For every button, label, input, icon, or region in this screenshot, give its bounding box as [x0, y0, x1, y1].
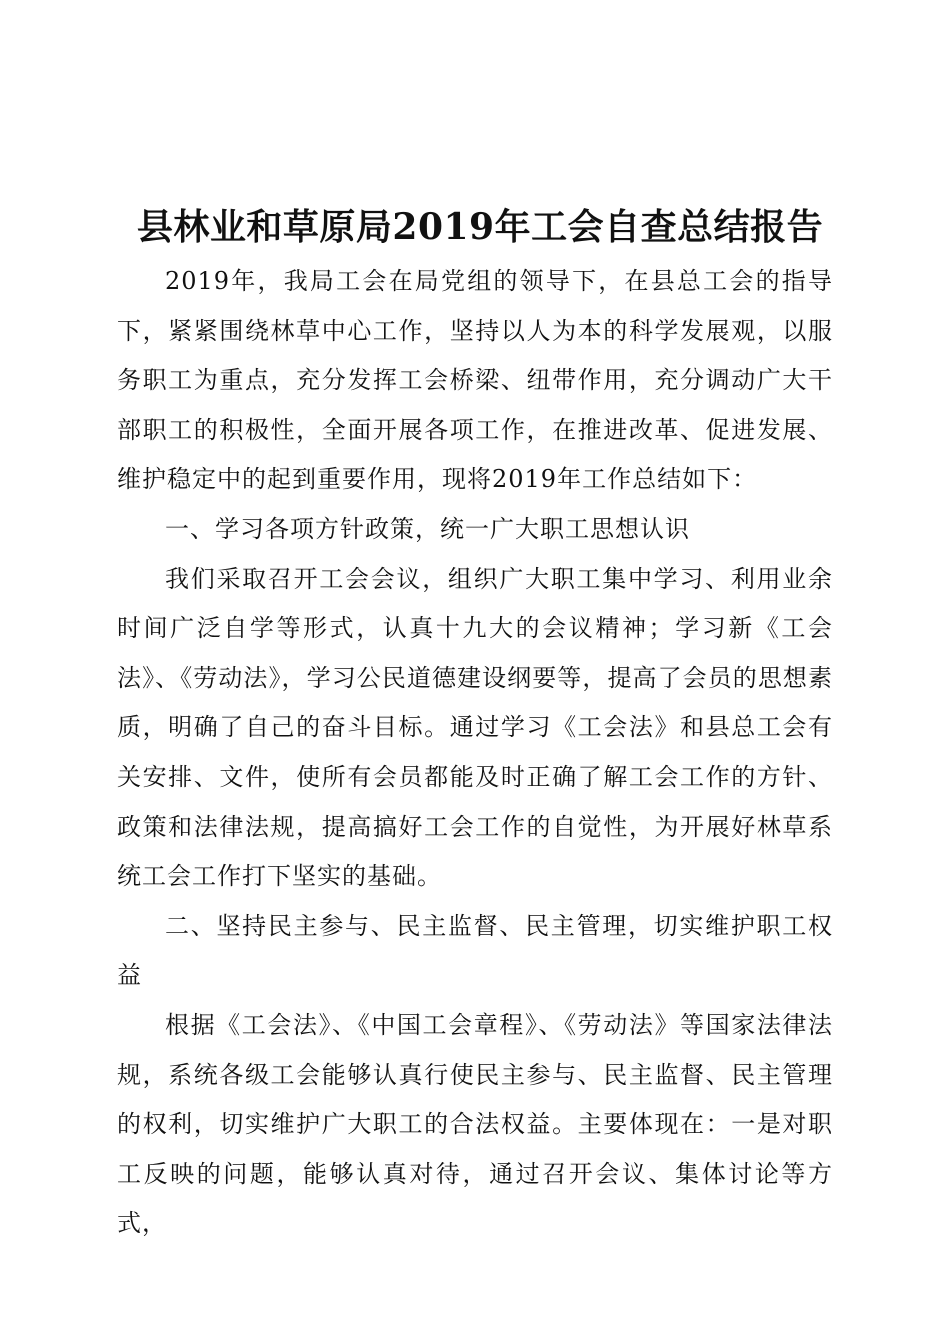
section-heading-2: 二、坚持民主参与、民主监督、民主管理，切实维护职工权益: [117, 911, 833, 990]
section-2-paragraph: 根据《工会法》、《中国工会章程》、《劳动法》等国家法律法规，系统各级工会能够认真行使民主参与、民主监督、民主管理的权利，切实维护广大职工的合法权益。主要体现在：一是对职工反映的问题，能够认真对待，通过召开会议、集体讨论等方式，: [117, 1010, 833, 1238]
document-title: 县林业和草原局2019年工会自查总结报告: [136, 206, 824, 248]
intro-paragraph: 2019年，我局工会在局党组的领导下，在县总工会的指导下，紧紧围绕林草中心工作，坚持以人为本的科学发展观，以服务职工为重点，充分发挥工会桥梁、纽带作用，充分调动广大干部职工的积极性，全面开展各项工作，在推进改革、促进发展、维护稳定中的起到重要作用，现将2019年工作总结如下：: [117, 267, 833, 494]
section-heading-1: 一、学习各项方针政策，统一广大职工思想认识: [165, 514, 690, 543]
section-1-paragraph: 我们采取召开工会会议，组织广大职工集中学习、利用业余时间广泛自学等形式，认真十九大的会议精神；学习新《工会法》、《劳动法》，学习公民道德建设纲要等，提高了会员的思想素质，明确了自己的奋斗目标。通过学习《工会法》和县总工会有关安排、文件，使所有会员都能及时正确了解工会工作的方针、政策和法律法规，提高搞好工会工作的自觉性，为开展好林草系统工会工作打下坚实的基础。: [117, 564, 833, 891]
document-body: [117, 257, 833, 1249]
